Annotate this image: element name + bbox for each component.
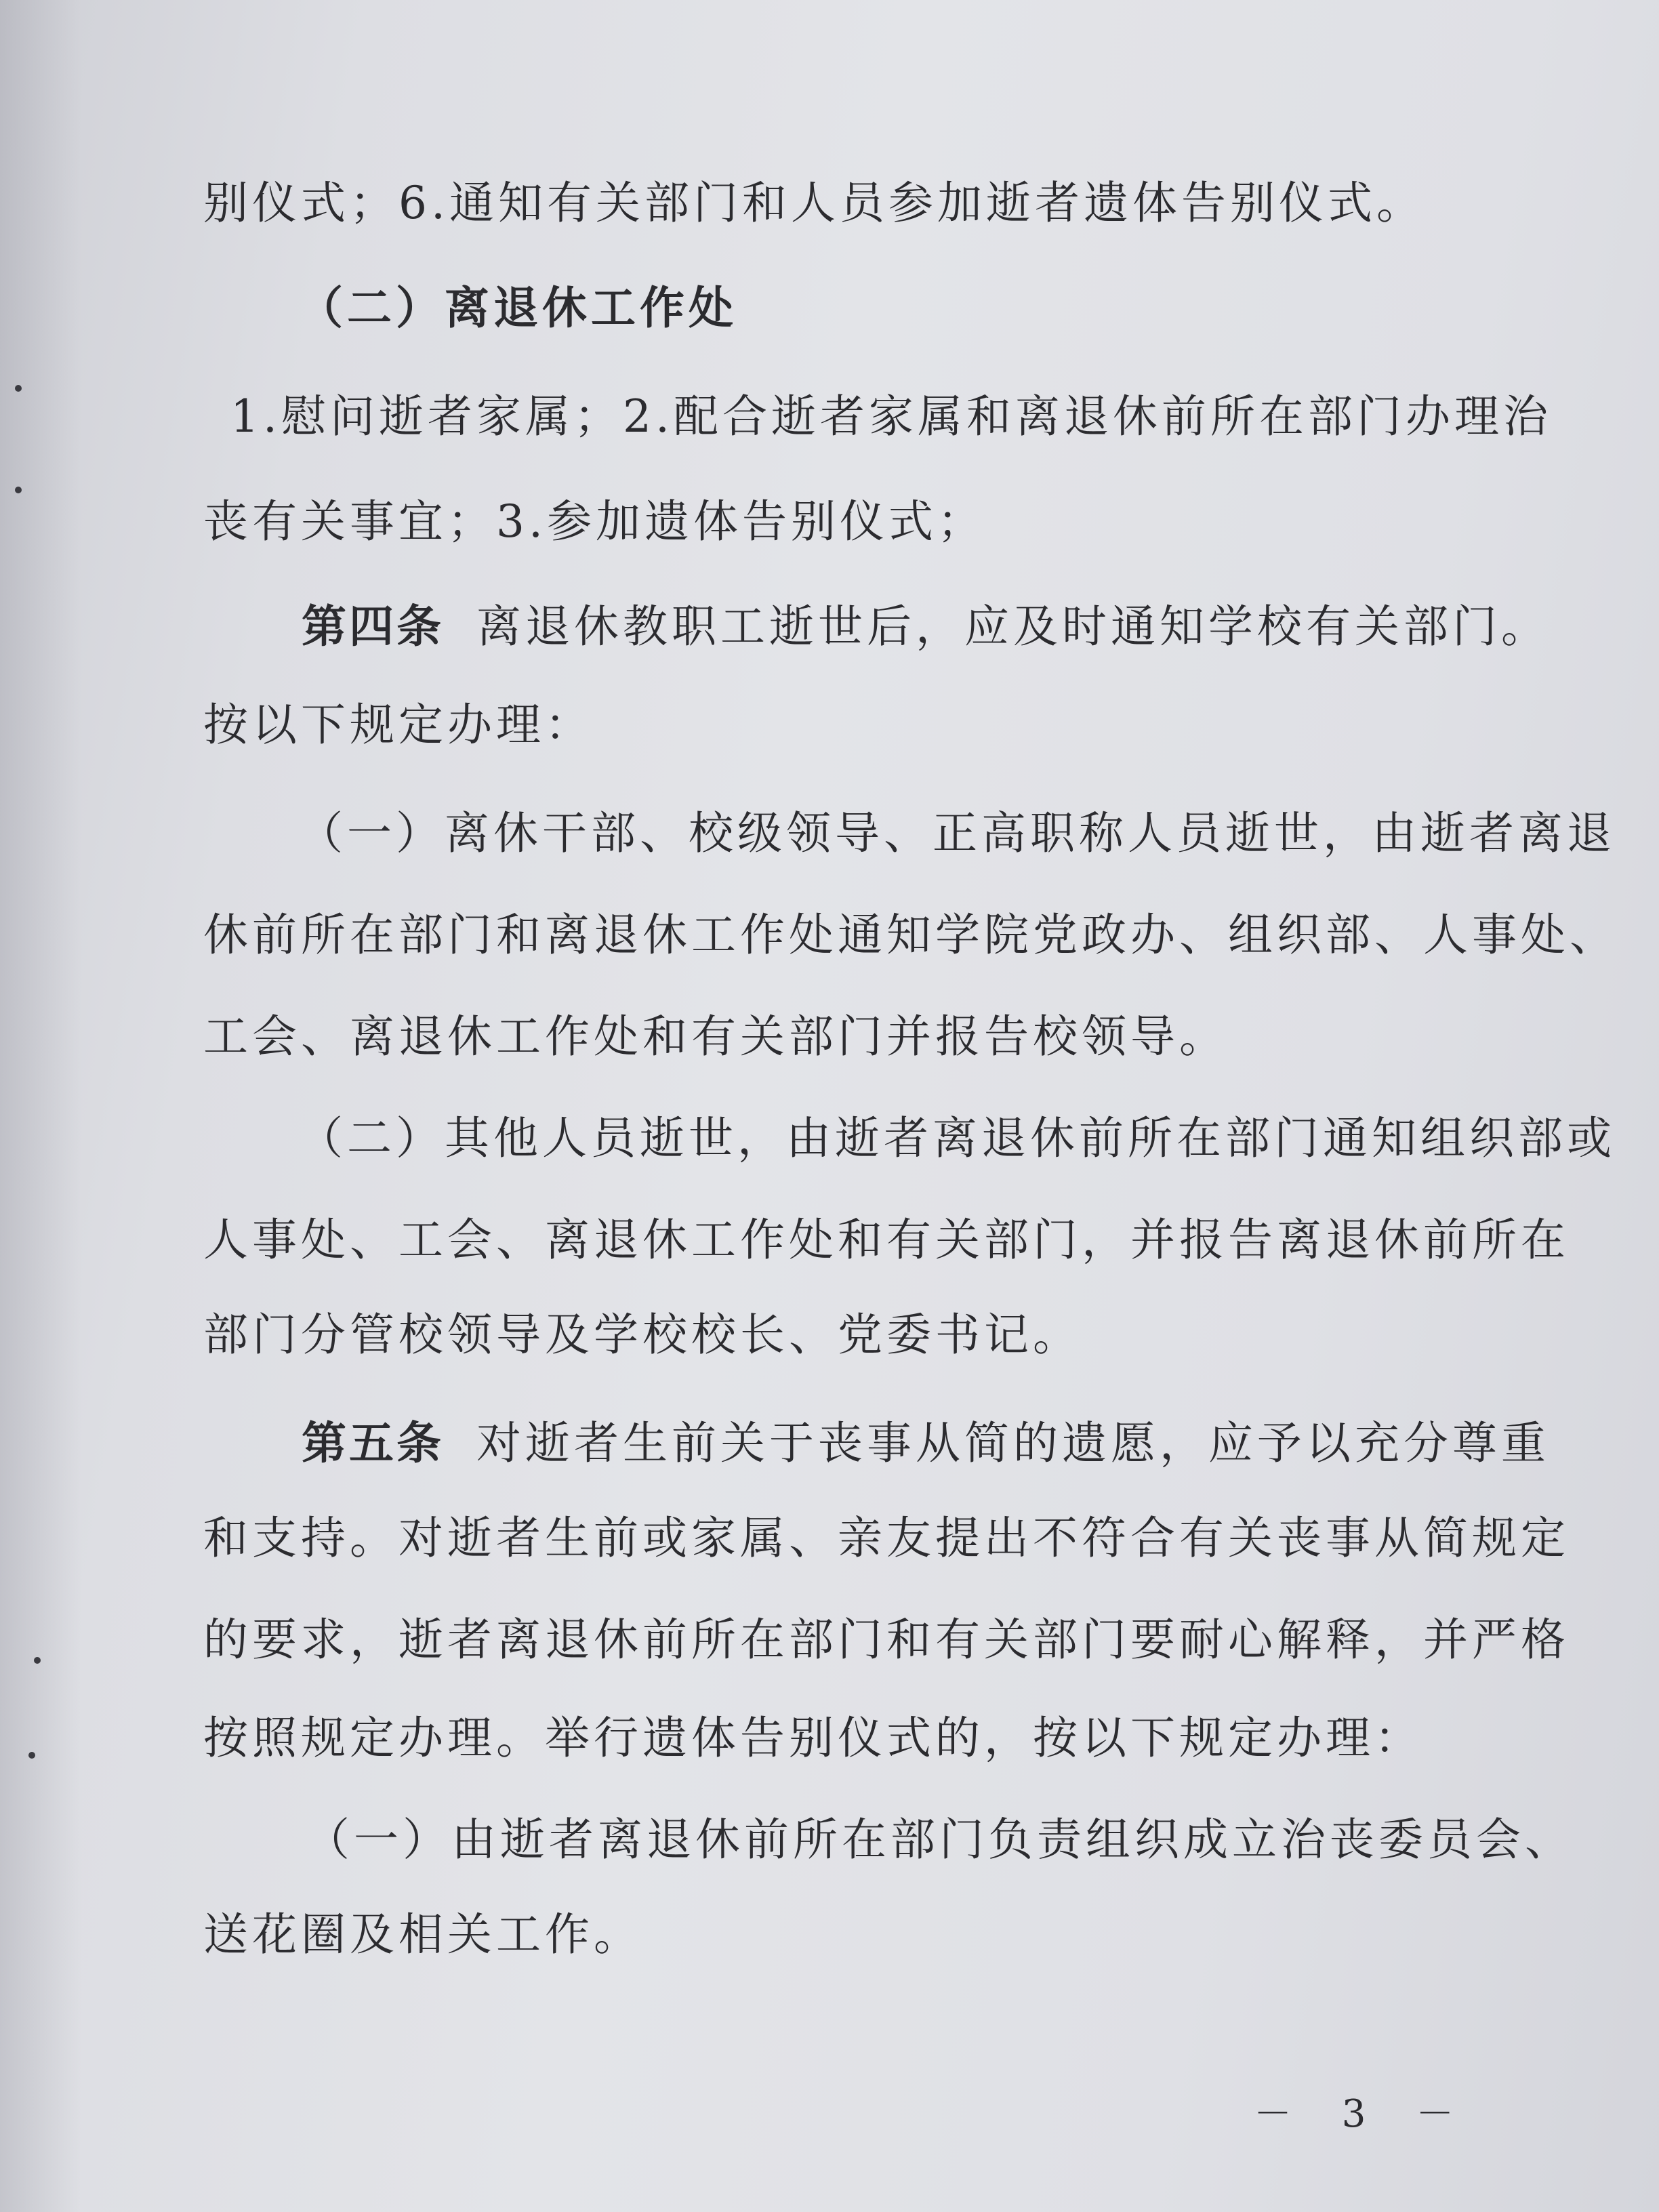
- clause-5-text: 对逝者生前关于丧事从简的遗愿，应予以充分尊重: [476, 1417, 1550, 1469]
- text-line: 人事处、工会、离退休工作处和有关部门，并报告离退休前所在: [203, 1214, 1570, 1266]
- clause-4-label: 第四条: [302, 600, 444, 653]
- binding-hole-mark: [15, 487, 22, 493]
- text-line: 1.慰问逝者家属；2.配合逝者家属和离退休前所在部门办理治: [230, 390, 1552, 443]
- text-line: 工会、离退休工作处和有关部门并报告校领导。: [203, 1010, 1228, 1063]
- page-number: － 3 －: [1254, 2092, 1473, 2136]
- section-heading: （二）离退休工作处: [298, 282, 737, 334]
- text-line: 送花圈及相关工作。: [203, 1908, 642, 1961]
- text-line: 部门分管校领导及学校校长、党委书记。: [203, 1309, 1082, 1361]
- clause-5-label: 第五条: [302, 1417, 444, 1469]
- binding-hole-mark: [34, 1657, 41, 1664]
- text-line: 丧有关事宜；3.参加遗体告别仪式；: [203, 495, 986, 548]
- clause-line: [302, 1416, 1550, 1471]
- text-line: （一）离休干部、校级领导、正高职称人员逝世，由逝者离退: [298, 807, 1616, 859]
- text-line: 按以下规定办理：: [203, 699, 594, 751]
- clause-line: [302, 600, 1550, 654]
- text-line: （二）其他人员逝世，由逝者离退休前所在部门通知组织部或: [298, 1112, 1616, 1164]
- text-line: （一）由逝者离退休前所在部门负责组织成立治丧委员会、: [305, 1814, 1574, 1866]
- text-line: 和支持。对逝者生前或家属、亲友提出不符合有关丧事从简规定: [203, 1512, 1570, 1564]
- text-line: 按照规定办理。举行遗体告别仪式的，按以下规定办理：: [203, 1712, 1423, 1764]
- text-line: 别仪式；6.通知有关部门和人员参加逝者遗体告别仪式。: [203, 177, 1425, 229]
- binding-hole-mark: [28, 1752, 35, 1759]
- page-shadow: [0, 0, 81, 2212]
- binding-hole-mark: [15, 385, 22, 392]
- text-line: 休前所在部门和离退休工作处通知学院党政办、组织部、人事处、: [203, 909, 1618, 961]
- clause-4-text: 离退休教职工逝世后，应及时通知学校有关部门。: [476, 600, 1550, 653]
- text-line: 的要求，逝者离退休前所在部门和有关部门要耐心解释，并严格: [203, 1614, 1570, 1666]
